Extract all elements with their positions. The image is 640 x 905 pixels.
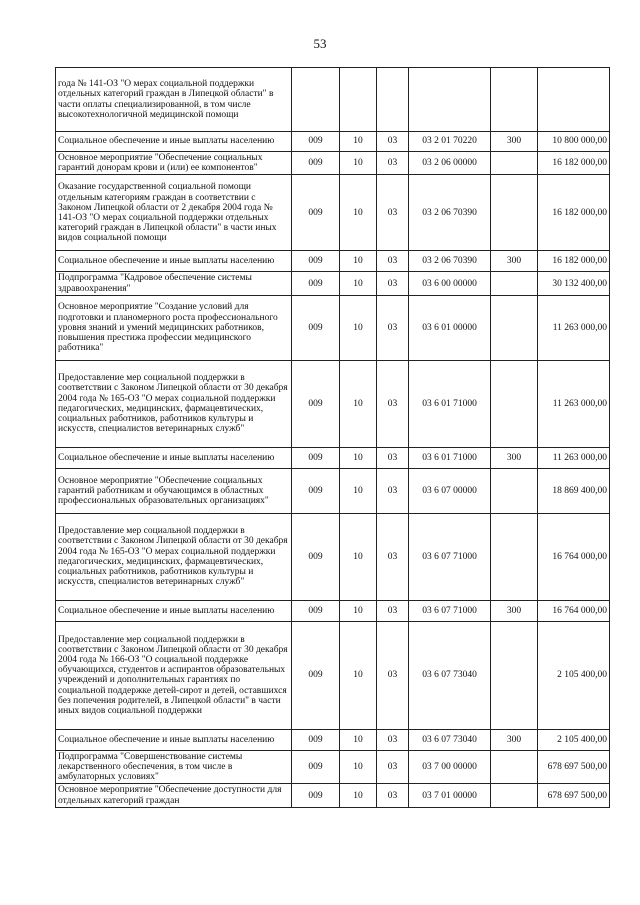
row-expense-type: 300 [491, 251, 538, 272]
row-ministry-code: 009 [292, 513, 340, 600]
row-target-article: 03 7 01 00000 [409, 784, 491, 807]
row-section-code: 10 [340, 295, 377, 360]
row-name: Основное мероприятие "Обеспечение социальных гарантий работникам и обучающимся в областных профессиональных образовательных организациях" [56, 468, 292, 513]
row-ministry-code: 009 [292, 729, 340, 750]
table-row [56, 750, 610, 784]
row-name: Подпрограмма "Совершенствование системы лекарственного обеспечения, в том числе в амбулаторных условиях" [56, 750, 292, 784]
row-ministry-code: 009 [292, 447, 340, 468]
row-ministry-code: 009 [292, 360, 340, 447]
row-name: Предоставление мер социальной поддержки в соответствии с Законом Липецкой области от 30 декабря 2004 года № 165-ОЗ "О мерах социальной поддержки педагогических, медицинских, фармацевтических, социальных работников, работников культуры и искусств, специалистов ветеринарных служб" [56, 360, 292, 447]
row-expense-type [491, 68, 538, 132]
row-ministry-code: 009 [292, 784, 340, 807]
row-amount [538, 68, 610, 132]
row-target-article [409, 68, 491, 132]
table-row [56, 447, 610, 468]
table-row [56, 729, 610, 750]
row-amount: 11 263 000,00 [538, 360, 610, 447]
row-target-article: 03 6 01 71000 [409, 360, 491, 447]
row-amount: 16 182 000,00 [538, 175, 610, 251]
row-target-article: 03 6 07 00000 [409, 468, 491, 513]
row-subsection-code: 03 [377, 272, 409, 295]
table-row [56, 272, 610, 295]
row-section-code: 10 [340, 447, 377, 468]
table-row [56, 513, 610, 600]
row-expense-type [491, 621, 538, 729]
row-target-article: 03 6 01 71000 [409, 447, 491, 468]
row-expense-type [491, 175, 538, 251]
row-subsection-code [377, 68, 409, 132]
row-name: Предоставление мер социальной поддержки в соответствии с Законом Липецкой области от 30 декабря 2004 года № 165-ОЗ "О мерах социальной поддержки педагогических, медицинских, фармацевтических, социальных работников, работников культуры и искусств, специалистов ветеринарных служб" [56, 513, 292, 600]
row-ministry-code: 009 [292, 621, 340, 729]
row-amount: 678 697 500,00 [538, 750, 610, 784]
table-row [56, 152, 610, 175]
row-name: Основное мероприятие "Создание условий для подготовки и планомерного роста профессионального уровня знаний и умений медицинских работников, повышения престижа профессии медицинского работника" [56, 295, 292, 360]
row-ministry-code: 009 [292, 468, 340, 513]
row-amount: 18 869 400,00 [538, 468, 610, 513]
row-name: Основное мероприятие "Обеспечение доступности для отдельных категорий граждан [56, 784, 292, 807]
row-section-code: 10 [340, 132, 377, 152]
page-number: 53 [313, 36, 327, 51]
row-amount: 16 764 000,00 [538, 513, 610, 600]
row-name: Оказание государственной социальной помощи отдельным категориям граждан в соответствии с Законом Липецкой области от 2 декабря 2004 года № 141-ОЗ "О мерах социальной поддержки отдельных категорий граждан в Липецкой области" в части иных видов социальной помощи [56, 175, 292, 251]
row-subsection-code: 03 [377, 251, 409, 272]
row-subsection-code: 03 [377, 784, 409, 807]
row-ministry-code: 009 [292, 132, 340, 152]
table-row [56, 360, 610, 447]
row-name: Социальное обеспечение и иные выплаты населению [56, 251, 292, 272]
row-target-article: 03 7 00 00000 [409, 750, 491, 784]
row-amount: 16 764 000,00 [538, 600, 610, 621]
row-expense-type [491, 152, 538, 175]
table-row [56, 68, 610, 132]
row-expense-type: 300 [491, 729, 538, 750]
table-row [56, 295, 610, 360]
row-expense-type [491, 468, 538, 513]
row-subsection-code: 03 [377, 750, 409, 784]
row-amount: 11 263 000,00 [538, 447, 610, 468]
row-amount: 678 697 500,00 [538, 784, 610, 807]
row-subsection-code: 03 [377, 152, 409, 175]
row-amount: 2 105 400,00 [538, 621, 610, 729]
row-expense-type [491, 784, 538, 807]
table-row [56, 784, 610, 807]
row-target-article: 03 2 06 70390 [409, 175, 491, 251]
row-target-article: 03 6 00 00000 [409, 272, 491, 295]
row-name: Социальное обеспечение и иные выплаты населению [56, 447, 292, 468]
table-row [56, 175, 610, 251]
row-expense-type: 300 [491, 447, 538, 468]
row-ministry-code: 009 [292, 272, 340, 295]
row-name: Социальное обеспечение и иные выплаты населению [56, 600, 292, 621]
row-subsection-code: 03 [377, 513, 409, 600]
row-subsection-code: 03 [377, 132, 409, 152]
row-section-code: 10 [340, 513, 377, 600]
row-amount: 2 105 400,00 [538, 729, 610, 750]
row-section-code: 10 [340, 251, 377, 272]
row-name: года № 141-ОЗ "О мерах социальной поддержки отдельных категорий граждан в Липецкой области" в части оплаты специализированной, в том числе высокотехнологичной медицинской помощи [56, 68, 292, 132]
row-ministry-code: 009 [292, 750, 340, 784]
row-target-article: 03 6 07 71000 [409, 600, 491, 621]
row-section-code: 10 [340, 175, 377, 251]
row-amount: 10 800 000,00 [538, 132, 610, 152]
row-name: Предоставление мер социальной поддержки в соответствии с Законом Липецкой области от 30 декабря 2004 года № 166-ОЗ "О социальной поддержке обучающихся, студентов и аспирантов образовательных учреждений и дополнительных гарантиях по социальной поддержке детей-сирот и детей, оставшихся без попечения родителей, в Липецкой области" в части иных видов социальной поддержки [56, 621, 292, 729]
row-section-code: 10 [340, 272, 377, 295]
row-subsection-code: 03 [377, 295, 409, 360]
row-expense-type [491, 360, 538, 447]
row-subsection-code: 03 [377, 600, 409, 621]
row-section-code [340, 68, 377, 132]
row-ministry-code: 009 [292, 152, 340, 175]
row-name: Социальное обеспечение и иные выплаты населению [56, 132, 292, 152]
row-section-code: 10 [340, 152, 377, 175]
row-expense-type [491, 750, 538, 784]
row-expense-type [491, 272, 538, 295]
row-expense-type [491, 295, 538, 360]
row-section-code: 10 [340, 360, 377, 447]
row-expense-type: 300 [491, 600, 538, 621]
row-ministry-code [292, 68, 340, 132]
table-row [56, 468, 610, 513]
table-row [56, 621, 610, 729]
row-ministry-code: 009 [292, 600, 340, 621]
row-subsection-code: 03 [377, 621, 409, 729]
table-row [56, 251, 610, 272]
row-expense-type: 300 [491, 132, 538, 152]
row-ministry-code: 009 [292, 175, 340, 251]
row-name: Социальное обеспечение и иные выплаты населению [56, 729, 292, 750]
row-name: Подпрограмма "Кадровое обеспечение системы здравоохранения" [56, 272, 292, 295]
row-ministry-code: 009 [292, 251, 340, 272]
row-target-article: 03 2 06 00000 [409, 152, 491, 175]
row-amount: 16 182 000,00 [538, 152, 610, 175]
row-subsection-code: 03 [377, 360, 409, 447]
row-subsection-code: 03 [377, 447, 409, 468]
row-subsection-code: 03 [377, 175, 409, 251]
budget-table [55, 67, 610, 808]
row-amount: 16 182 000,00 [538, 251, 610, 272]
row-section-code: 10 [340, 784, 377, 807]
row-target-article: 03 2 06 70390 [409, 251, 491, 272]
row-target-article: 03 6 07 71000 [409, 513, 491, 600]
row-target-article: 03 6 07 73040 [409, 621, 491, 729]
row-name: Основное мероприятие "Обеспечение социальных гарантий донорам крови и (или) ее компонентов" [56, 152, 292, 175]
table-row [56, 132, 610, 152]
row-amount: 30 132 400,00 [538, 272, 610, 295]
row-ministry-code: 009 [292, 295, 340, 360]
row-target-article: 03 2 01 70220 [409, 132, 491, 152]
row-section-code: 10 [340, 600, 377, 621]
row-section-code: 10 [340, 468, 377, 513]
budget-table-body [56, 68, 610, 808]
row-section-code: 10 [340, 621, 377, 729]
row-section-code: 10 [340, 729, 377, 750]
row-target-article: 03 6 01 00000 [409, 295, 491, 360]
row-amount: 11 263 000,00 [538, 295, 610, 360]
row-section-code: 10 [340, 750, 377, 784]
row-expense-type [491, 513, 538, 600]
table-row [56, 600, 610, 621]
row-subsection-code: 03 [377, 468, 409, 513]
row-target-article: 03 6 07 73040 [409, 729, 491, 750]
row-subsection-code: 03 [377, 729, 409, 750]
